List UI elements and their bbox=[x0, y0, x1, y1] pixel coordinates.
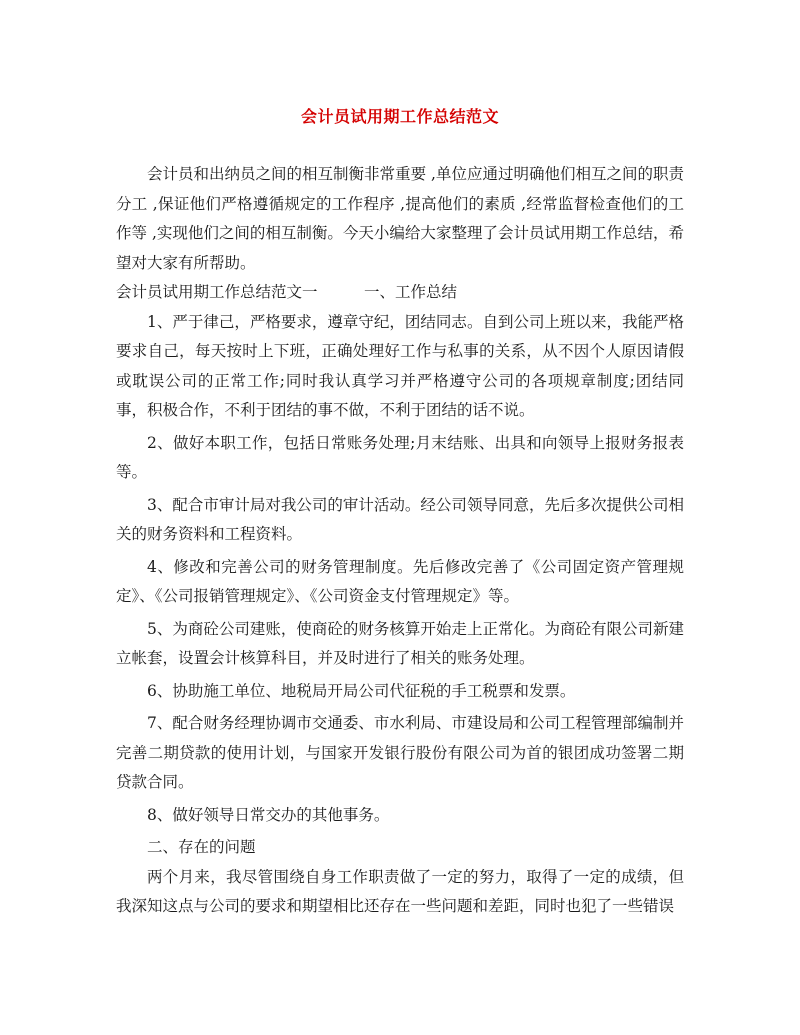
work-item-5: 5、为商砼公司建账，使商砼的财务核算开始走上正常化。为商砼有限公司新建立帐套，设置会计核算科目，并及时进行了相关的账务处理。 bbox=[116, 619, 684, 667]
section-two-heading: 二、存在的问题 bbox=[147, 838, 256, 856]
section-heading-line: 会计员试用期工作总结范文一 一、工作总结 bbox=[116, 283, 458, 301]
work-item-7: 7、配合财务经理协调市交通委、市水利局、市建设局和公司工程管理部编制并完善二期贷款的使用计划，与国家开发银行股份有限公司为首的银团成功签署二期贷款合同。 bbox=[116, 714, 684, 791]
work-item-4: 4、修改和完善公司的财务管理制度。先后修改完善了《公司固定资产管理规定》、《公司报销管理规定》、《公司资金支付管理规定》等。 bbox=[116, 557, 684, 605]
document-body bbox=[116, 160, 684, 922]
closing-paragraph: 两个月来，我尽管围绕自身工作职责做了一定的努力，取得了一定的成绩，但我深知这点与公司的要求和期望相比还存在一些问题和差距，同时也犯了一些错误 bbox=[116, 867, 684, 915]
work-item-1: 1、严于律己，严格要求，遵章守纪，团结同志。自到公司上班以来，我能严格要求自己，每天按时上下班，正确处理好工作与私事的关系，从不因个人原因请假或耽误公司的正常工作;同时我认真学习并严格遵守公司的各项规章制度;团结同事，积极合作，不利于团结的事不做，不利于团结的话不说。 bbox=[116, 312, 684, 419]
work-item-3: 3、配合市审计局对我公司的审计活动。经公司领导同意，先后多次提供公司相关的财务资料和工程资料。 bbox=[116, 495, 684, 543]
work-item-6: 6、协助施工单位、地税局开局公司代征税的手工税票和发票。 bbox=[147, 681, 576, 700]
work-item-8: 8、做好领导日常交办的其他事务。 bbox=[147, 805, 390, 824]
work-item-2: 2、做好本职工作，包括日常账务处理;月末结账、出具和向领导上报财务报表等。 bbox=[116, 433, 684, 481]
intro-paragraph: 会计员和出纳员之间的相互制衡非常重要 ,单位应通过明确他们相互之间的职责分工 ,保证他们严格遵循规定的工作程序 ,提高他们的素质 ,经常监督检查他们的工作等 ,实现他们之间的相互制衡。今天小编给大家整理了会计员试用期工作总结，希望对大家有所帮助。 bbox=[116, 165, 684, 272]
document-title: 会计员试用期工作总结范文 bbox=[300, 107, 499, 126]
